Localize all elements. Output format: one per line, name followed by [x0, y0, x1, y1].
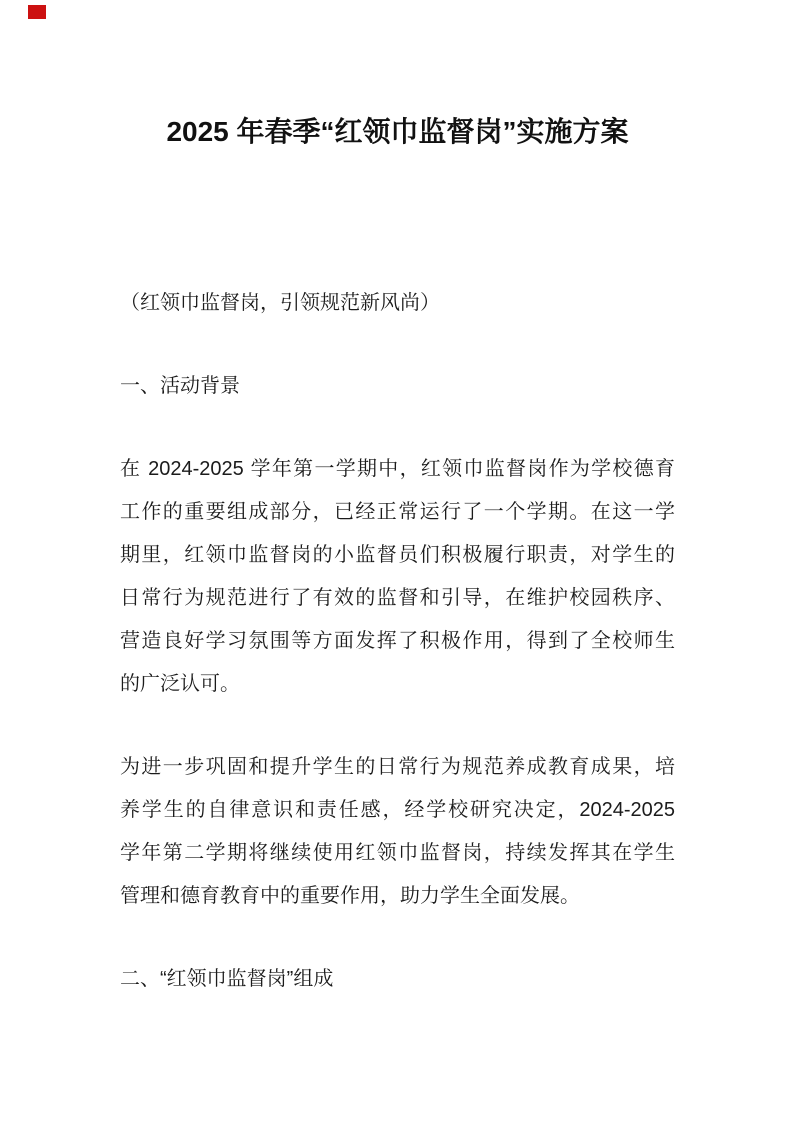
paragraph-line: 为进一步巩固和提升学生的日常行为规范养成教育成果，培	[120, 756, 675, 778]
document-sections	[120, 365, 675, 1001]
paragraph-line: 日常行为规范进行了有效的监督和引导，在维护校园秩序、	[120, 587, 675, 609]
section	[120, 365, 675, 918]
paragraph-line: 工作的重要组成部分，已经正常运行了一个学期。在这一学	[120, 501, 675, 523]
paragraph-line: 营造良好学习氛围等方面发挥了积极作用，得到了全校师生	[120, 630, 675, 652]
paragraph-line: 期里，红领巾监督岗的小监督员们积极履行职责，对学生的	[120, 544, 675, 566]
document-title: 2025 年春季“红领巾监督岗”实施方案	[166, 116, 629, 147]
paragraph	[120, 448, 675, 706]
section	[120, 958, 675, 1001]
paragraph-line: 养学生的自律意识和责任感，经学校研究决定，2024-2025	[120, 799, 675, 821]
paragraph-line: 的广泛认可。	[120, 673, 240, 695]
paragraph-line: 在 2024-2025 学年第一学期中，红领巾监督岗作为学校德育	[120, 458, 675, 480]
paragraph	[120, 746, 675, 918]
paragraph-line: 学年第二学期将继续使用红领巾监督岗，持续发挥其在学生	[120, 842, 675, 864]
paragraph-line: 管理和德育教育中的重要作用，助力学生全面发展。	[120, 885, 580, 907]
document-subtitle: （红领巾监督岗，引领规范新风尚）	[120, 292, 440, 314]
corner-red-mark	[28, 5, 46, 19]
section-heading: 一、活动背景	[120, 375, 240, 397]
section-heading: 二、“红领巾监督岗”组成	[120, 968, 334, 990]
